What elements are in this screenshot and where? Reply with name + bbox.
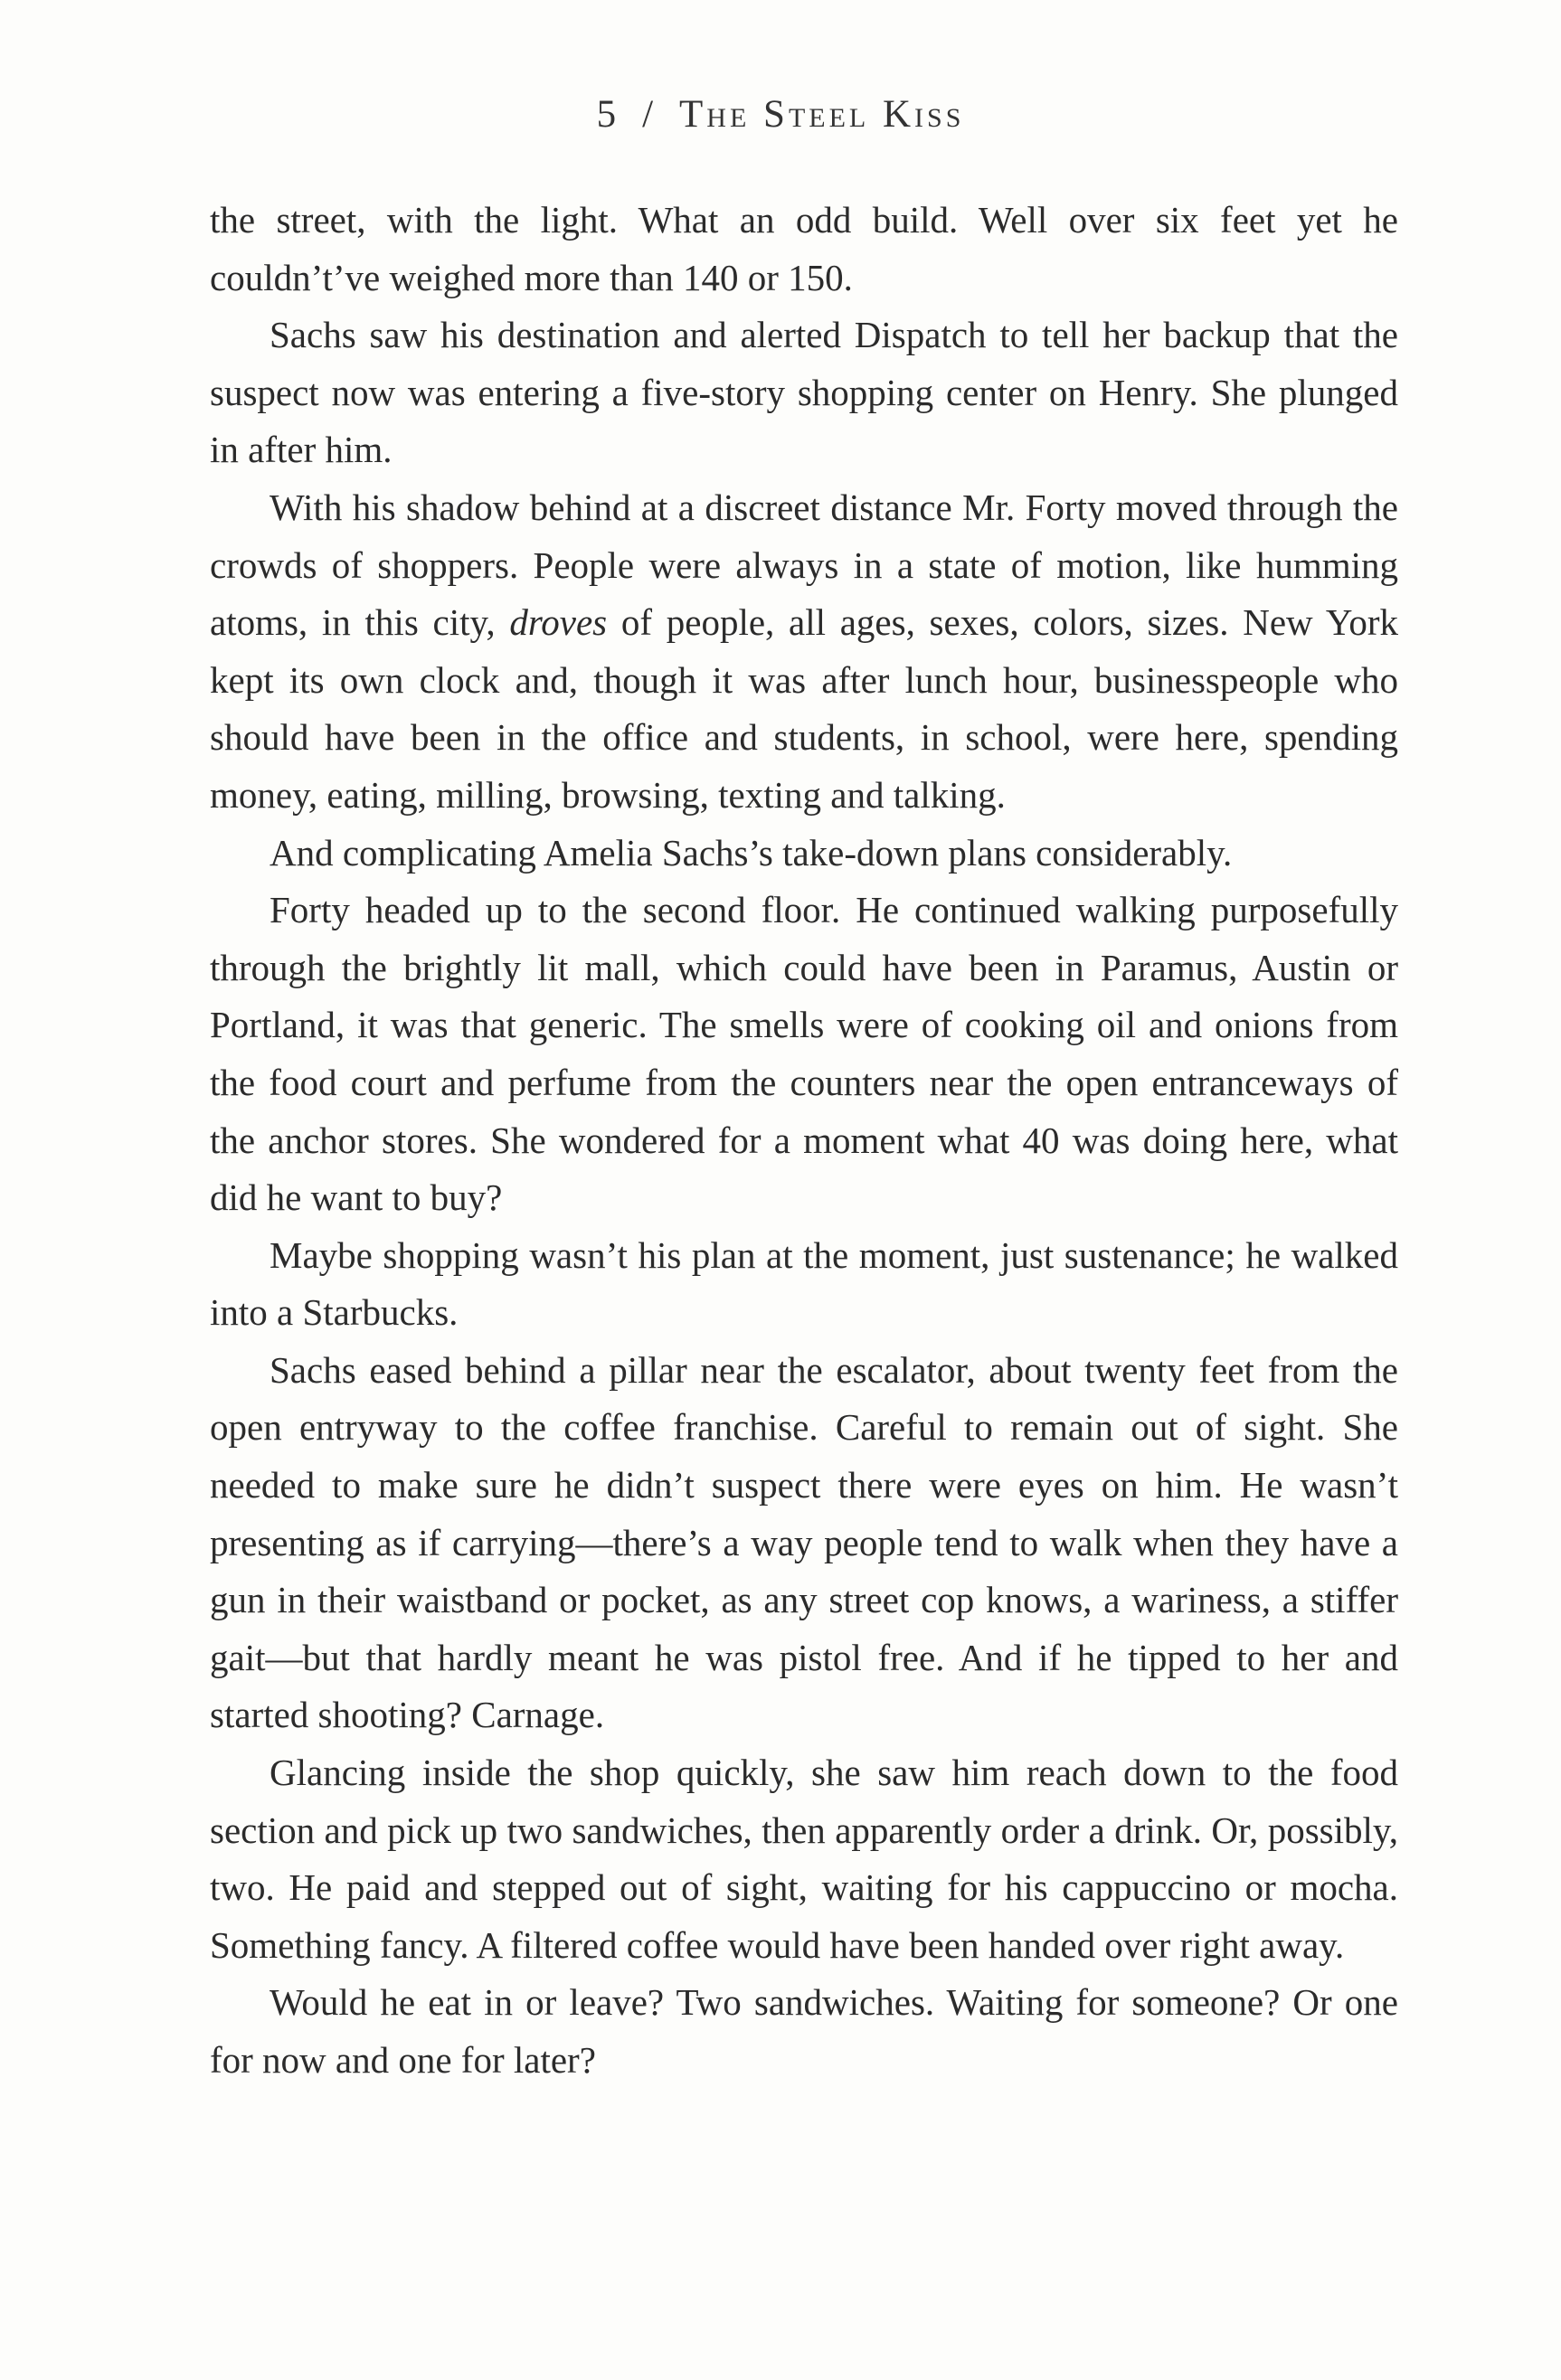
paragraph-text: of people, all ages, sexes, colors, sizes. New York kept its own clock and, though it was after lunch hour, businesspeople who should have been in the office and students, in school, were here, spending money, eating, milling, browsing, texting and talking. — [210, 601, 1398, 816]
header-separator: / — [642, 93, 657, 136]
paragraph: Sachs eased behind a pillar near the escalator, about twenty feet from the open entryway to the coffee franchise. Careful to remain out of sight. She needed to make sure he didn’t suspect there were eyes on him. He wasn’t presenting as if carrying—there’s a way people tend to walk when they have a gun in their waistband or pocket, as any street cop knows, a wariness, a stiffer gait—but that hardly meant he was pistol free. And if he tipped to her and started shooting? Carnage. — [210, 1348, 1398, 1736]
paragraph — [210, 479, 1398, 825]
paragraph: Forty headed up to the second floor. He continued walking purposefully through the brightly lit mall, which could have been in Paramus, Austin or Portland, it was that generic. The smells were of cooking oil and onions from the food court and perfume from the counters near the open entranceways of the anchor stores. She wondered for a moment what 40 was doing here, what did he want to buy? — [210, 889, 1398, 1219]
paragraph-continued: the street, with the light. What an odd build. Well over six feet yet he couldn’t’ve weighed more than 140 or 150. — [210, 199, 1398, 298]
running-head — [0, 92, 1561, 137]
paragraph: Would he eat in or leave? Two sandwiches. Waiting for someone? Or one for now and one for later? — [210, 1981, 1398, 2081]
paragraph: Sachs saw his destination and alerted Dispatch to tell her backup that the suspect now was entering a five-story shopping center on Henry. She plunged in after him. — [210, 314, 1398, 471]
page-number: 5 — [596, 93, 620, 136]
book-title: The Steel Kiss — [679, 93, 965, 136]
body-text — [210, 192, 1398, 2090]
paragraph: Glancing inside the shop quickly, she saw him reach down to the food section and pick up two sandwiches, then apparently order a drink. Or, possibly, two. He paid and stepped out of sight, waiting for his cappuccino or mocha. Something fancy. A filtered coffee would have been handed over right away. — [210, 1752, 1398, 1966]
emphasis-text: droves — [509, 601, 608, 644]
paragraph-text: With his shadow behind at a discreet distance Mr. Forty moved through the crowds of shoppers. People were always in a state of motion, like humming atoms, in this city, — [210, 486, 1398, 644]
paragraph: And complicating Amelia Sachs’s take-down plans considerably. — [270, 831, 1233, 874]
paragraph: Maybe shopping wasn’t his plan at the moment, just sustenance; he walked into a Starbucks. — [210, 1233, 1398, 1334]
